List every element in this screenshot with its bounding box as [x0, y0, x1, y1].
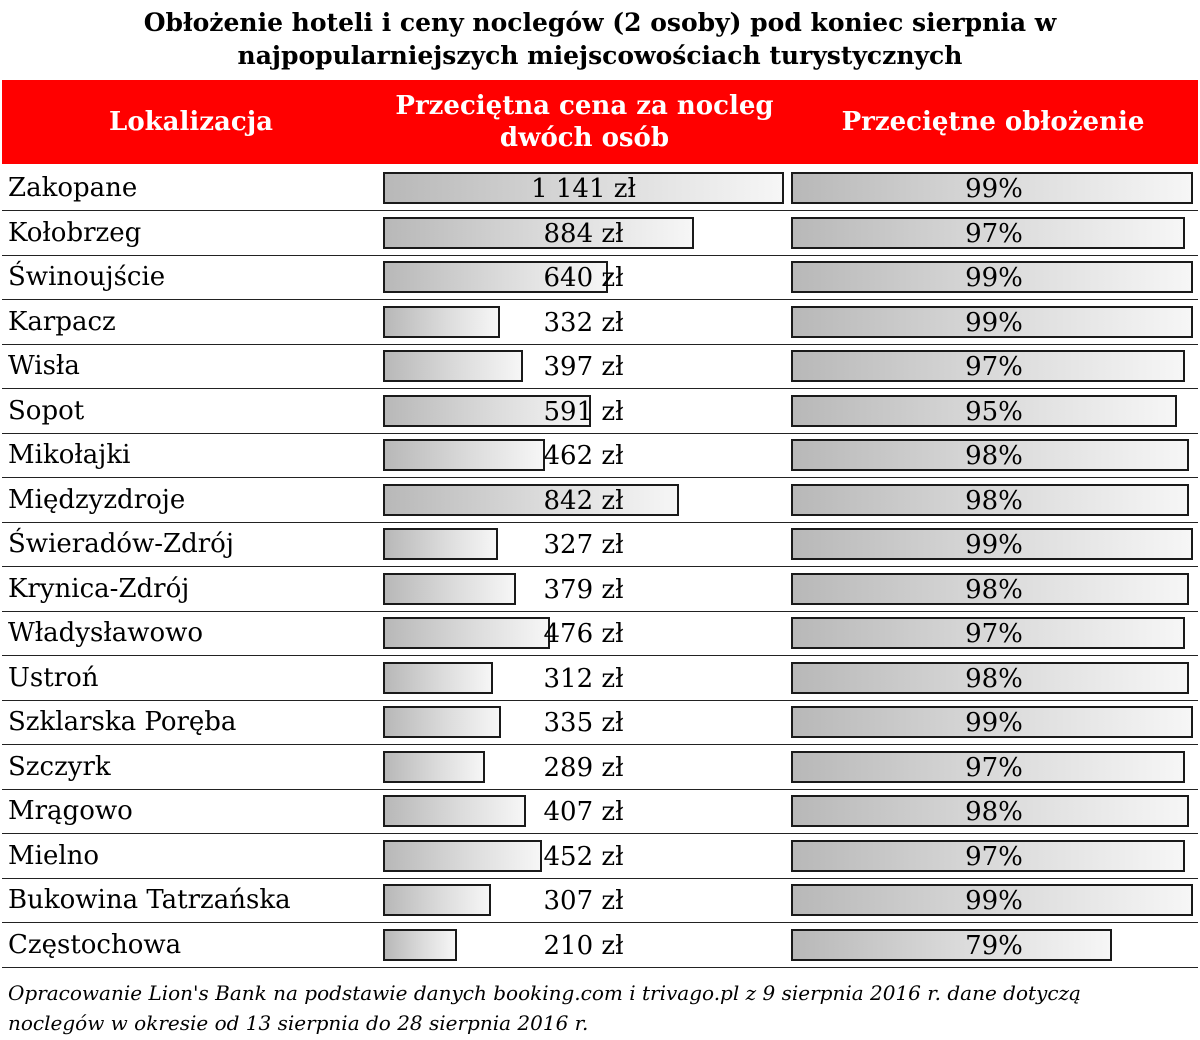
price-value: 884 zł — [543, 218, 624, 249]
table-row — [2, 745, 1198, 790]
price-value: 407 zł — [543, 797, 624, 827]
location-label: Sopot — [8, 395, 85, 426]
price-value: 332 zł — [543, 307, 624, 338]
location-label: Mikołajki — [8, 440, 131, 470]
source-note-line-2: noclegów w okresie od 13 sierpnia do 28 sierpnia 2016 r. — [8, 1011, 589, 1035]
location-label: Częstochowa — [8, 929, 182, 960]
price-value: 307 zł — [543, 886, 624, 916]
price-value: 452 zł — [543, 841, 624, 872]
price-value: 335 zł — [543, 708, 624, 738]
table-row — [2, 522, 1198, 567]
occupancy-value: 99% — [965, 708, 1023, 738]
location-label: Zakopane — [8, 173, 138, 203]
table-row — [2, 611, 1198, 656]
price-value: 397 zł — [543, 352, 624, 382]
table-row — [2, 567, 1198, 612]
location-label: Świnoujście — [8, 262, 166, 292]
occupancy-value: 95% — [965, 396, 1023, 427]
table-row — [2, 389, 1198, 434]
price-value: 1 141 zł — [531, 174, 636, 204]
table-row — [2, 300, 1198, 345]
table-row — [2, 878, 1198, 923]
location-label: Mielno — [8, 840, 100, 871]
occupancy-value: 99% — [965, 530, 1023, 560]
price-value: 476 zł — [543, 619, 624, 649]
price-value: 210 zł — [543, 930, 624, 961]
table-row — [2, 255, 1198, 300]
table-row — [2, 656, 1198, 701]
occupancy-value: 99% — [965, 263, 1023, 293]
location-label: Władysławowo — [8, 618, 204, 648]
occupancy-value: 99% — [965, 886, 1023, 916]
price-value: 289 zł — [543, 752, 624, 783]
location-label: Świeradów-Zdrój — [8, 529, 234, 559]
table-row — [2, 923, 1198, 968]
price-value: 640 zł — [543, 263, 624, 293]
occupancy-value: 99% — [965, 174, 1023, 204]
table-row — [2, 166, 1198, 211]
table-row — [2, 834, 1198, 879]
header-price: Przeciętna cena za nocleg dwóch osób — [395, 91, 774, 153]
table-row — [2, 700, 1198, 745]
price-value: 327 zł — [543, 530, 624, 560]
location-label: Międzyzdroje — [8, 484, 186, 515]
table-row — [2, 344, 1198, 389]
price-value: 379 zł — [543, 574, 624, 605]
source-note — [8, 978, 1193, 1038]
location-label: Ustroń — [8, 662, 99, 693]
location-label: Szklarska Poręba — [8, 707, 237, 737]
location-label: Bukowina Tatrzańska — [8, 885, 291, 915]
occupancy-value: 98% — [965, 441, 1023, 471]
table-row — [2, 211, 1198, 256]
location-label: Mrągowo — [8, 796, 133, 826]
occupancy-value: 97% — [965, 619, 1023, 649]
occupancy-value: 99% — [965, 307, 1023, 338]
location-label: Kołobrzeg — [8, 217, 142, 248]
location-label: Karpacz — [8, 306, 116, 337]
occupancy-value: 98% — [965, 797, 1023, 827]
location-label: Szczyrk — [8, 751, 111, 782]
price-value: 591 zł — [543, 396, 624, 427]
price-value: 312 zł — [543, 663, 624, 694]
price-value: 462 zł — [543, 441, 624, 471]
occupancy-value: 98% — [965, 485, 1023, 516]
occupancy-value: 97% — [965, 218, 1023, 249]
location-label: Krynica-Zdrój — [8, 573, 190, 604]
occupancy-value: 98% — [965, 574, 1023, 605]
table-header — [2, 80, 1198, 164]
occupancy-value: 97% — [965, 752, 1023, 783]
occupancy-value: 97% — [965, 352, 1023, 382]
header-location: Lokalizacja — [109, 107, 273, 137]
table-row — [2, 433, 1198, 478]
source-note-line-1: Opracowanie Lion's Bank na podstawie danych booking.com i trivago.pl z 9 sierpnia 2016 r. dane dotyczą — [8, 981, 1081, 1005]
header-occupancy: Przeciętne obłożenie — [841, 107, 1145, 137]
price-value: 842 zł — [543, 485, 624, 516]
occupancy-value: 98% — [965, 663, 1023, 694]
occupancy-value: 79% — [965, 930, 1023, 961]
table-row — [2, 789, 1198, 834]
chart-title: Obłożenie hoteli i ceny noclegów (2 osoby) pod koniec sierpnia w najpopularniejszych miejscowościach turystycznych — [143, 8, 1057, 70]
location-label: Wisła — [8, 351, 80, 381]
occupancy-value: 97% — [965, 841, 1023, 872]
table-row — [2, 478, 1198, 523]
